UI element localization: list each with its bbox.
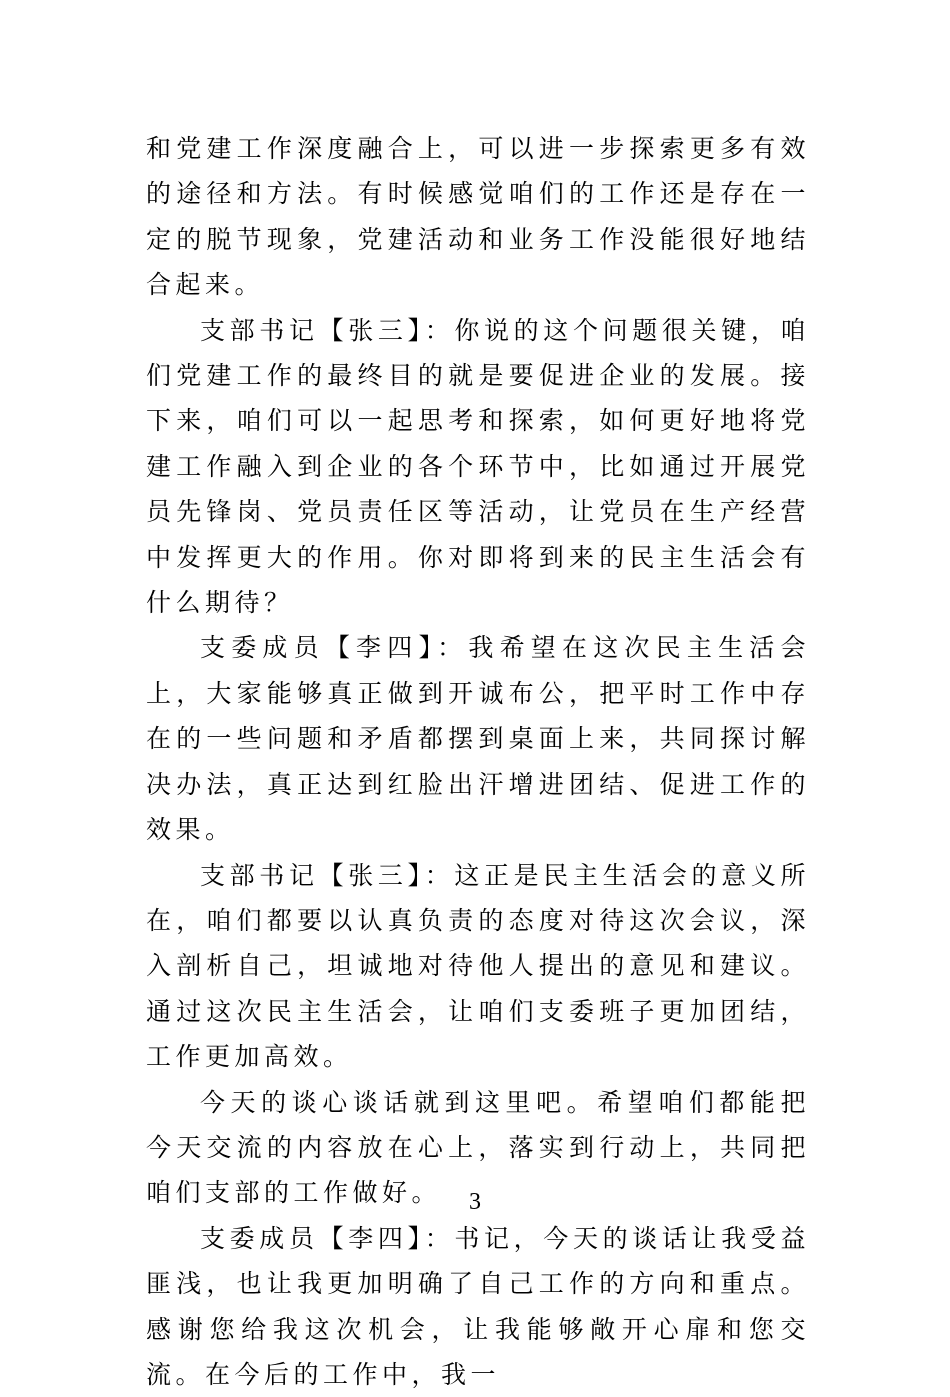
paragraph-secretary-zhang-1: 支部书记【张三】：你说的这个问题很关键，咱们党建工作的最终目的就是要促进企业的发展。接下来，咱们可以一起思考和探索，如何更好地将党建工作融入到企业的各个环节中，比如通过开展党员先锋岗、党员责任区等活动，让党员在生产经营中发挥更大的作用。你对即将到来的民主生活会有什么期待？ [146, 315, 810, 618]
paragraph-closing-remarks: 今天的谈心谈话就到这里吧。希望咱们都能把今天交流的内容放在心上，落实到行动上，共同把咱们支部的工作做好。 [146, 1087, 810, 1208]
paragraph-secretary-zhang-2: 支部书记【张三】：这正是民主生活会的意义所在，咱们都要以认真负责的态度对待这次会议，深入剖析自己，坦诚地对待他人提出的意见和建议。通过这次民主生活会，让咱们支委班子更加团结，工作更加高效。 [146, 860, 810, 1072]
paragraph-member-li-1: 支委成员【李四】：我希望在这次民主生活会上，大家能够真正做到开诚布公，把平时工作中存在的一些问题和矛盾都摆到桌面上来，共同探讨解决办法，真正达到红脸出汗增进团结、促进工作的效果。 [146, 633, 810, 845]
paragraph-continuation: 和党建工作深度融合上，可以进一步探索更多有效的途径和方法。有时候感觉咱们的工作还是存在一定的脱节现象，党建活动和业务工作没能很好地结合起来。 [146, 134, 810, 300]
paragraph-member-li-2: 支委成员【李四】：书记，今天的谈话让我受益匪浅，也让我更加明确了自己工作的方向和重点。感谢您给我这次机会，让我能够敞开心扉和您交流。在今后的工作中，我一 [146, 1223, 810, 1389]
page-number: 3 [469, 1189, 481, 1215]
